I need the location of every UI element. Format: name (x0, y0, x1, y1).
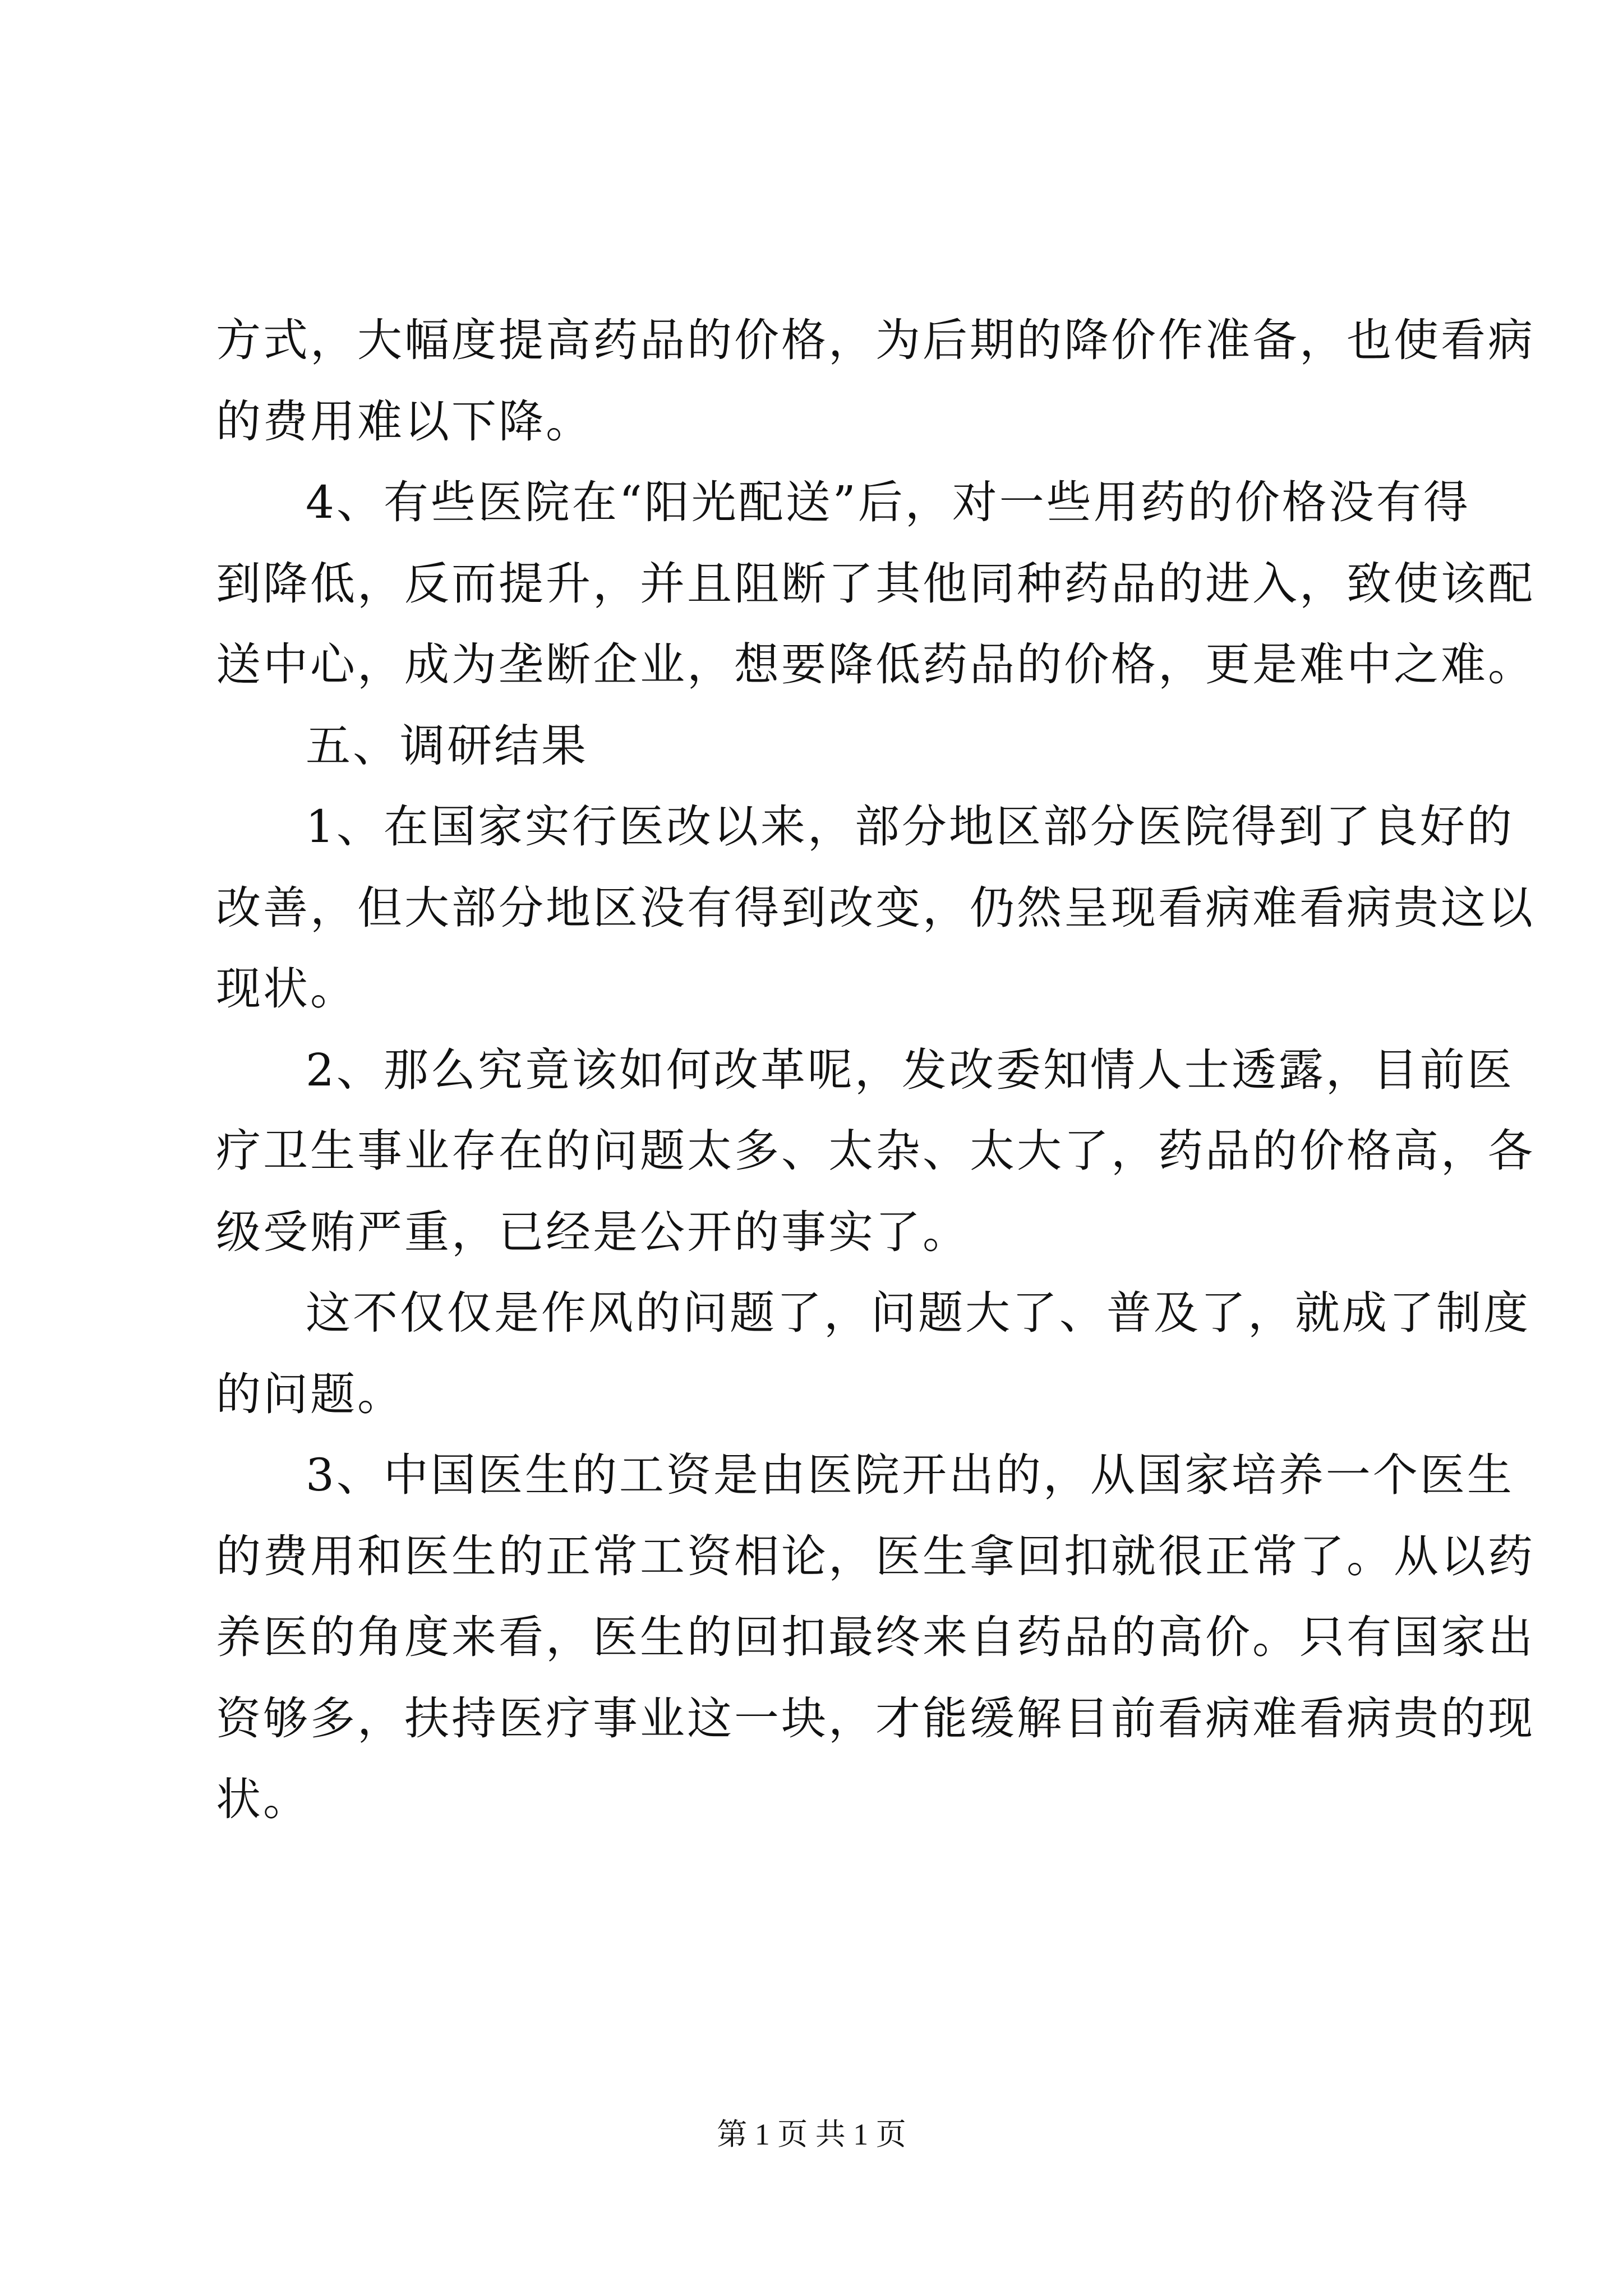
text-line: 级受贿严重，已经是公开的事实了。 (216, 1205, 970, 1258)
text-line: 的费用和医生的正常工资相论，医生拿回扣就很正常了。从以药 (216, 1530, 1535, 1582)
text-line: 现状。 (216, 963, 357, 1015)
text-line: 改善，但大部分地区没有得到改变，仍然呈现看病难看病贵这以 (216, 881, 1535, 934)
page-footer: 第 1 页 共 1 页 (717, 2118, 906, 2151)
text-line: 养医的角度来看，医生的回扣最终来自药品的高价。只有国家出 (216, 1611, 1535, 1663)
text-line: 1、在国家实行医改以来，部分地区部分医院得到了良好的 (306, 800, 1514, 853)
text-line: 状。 (216, 1773, 310, 1825)
document-body (216, 300, 1535, 1841)
text-line: 方式，大幅度提高药品的价格，为后期的降价作准备，也使看病 (216, 314, 1535, 366)
text-line: 资够多，扶持医疗事业这一块，才能缓解目前看病难看病贵的现 (216, 1692, 1535, 1745)
text-line: 这不仅仅是作风的问题了，问题大了、普及了，就成了制度 (306, 1287, 1530, 1339)
text-line: 3、中国医生的工资是由医院开出的，从国家培养一个医生 (306, 1449, 1514, 1501)
text-line: 疗卫生事业存在的问题太多、太杂、太大了，药品的价格高，各 (216, 1125, 1535, 1177)
section-heading: 五、调研结果 (306, 719, 588, 772)
text-line: 2、那么究竟该如何改革呢，发改委知情人士透露，目前医 (306, 1043, 1514, 1096)
text-line: 的费用难以下降。 (216, 395, 593, 448)
text-line: 的问题。 (216, 1368, 404, 1420)
text-line: 送中心，成为垄断企业，想要降低药品的价格，更是难中之难。 (216, 638, 1535, 691)
text-line: 4、有些医院在“阳光配送”后，对一些用药的价格没有得 (306, 476, 1470, 528)
text-line: 到降低，反而提升，并且阻断了其他同种药品的进入，致使该配 (216, 557, 1535, 610)
